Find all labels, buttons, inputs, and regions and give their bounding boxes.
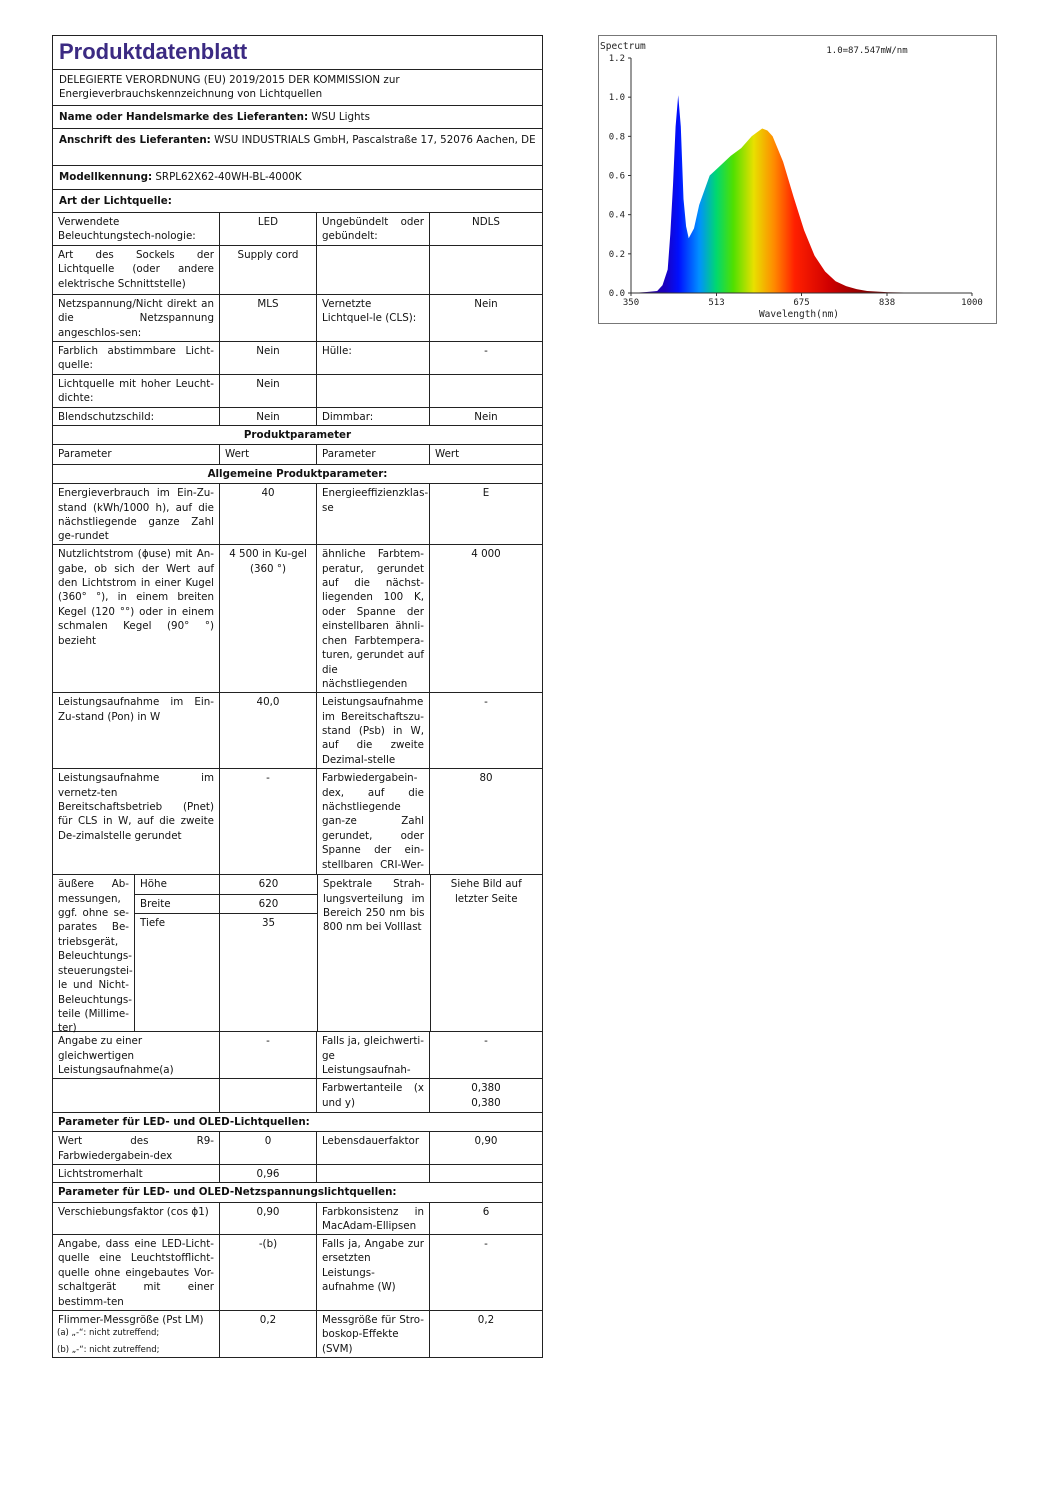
general-param-2: Farbwiedergabein-dex, auf die nächstliegende gan-ze Zahl gerundet, oder Spanne der ein-stellbaren CRI-Wer- [317, 769, 430, 874]
light-type-param-2: Ungebündelt oder gebündelt: [317, 213, 430, 245]
product-params-heading-row [53, 426, 542, 445]
chart-title: Spectrum [600, 41, 646, 52]
equiv-row [53, 1032, 542, 1079]
led-value-2: 0,90 [474, 1135, 498, 1148]
light-type-heading: Art der Lichtquelle: [59, 194, 172, 207]
spectral-label: Spektrale Strah-lungsverteilung im Bereich 250 nm bis 800 nm bei Volllast [318, 875, 431, 1031]
general-param-2: Energieeffizienzklas-se [317, 484, 430, 544]
supplier-value: WSU Lights [311, 110, 370, 123]
address-label: Anschrift des Lieferanten: [59, 134, 211, 147]
mains-value: -(b) [220, 1235, 317, 1310]
general-heading: Allgemeine Produktparameter: [207, 467, 388, 480]
general-param: Energieverbrauch im Ein-Zu-stand (kWh/1000 h), auf die nächstliegende ganze Zahl ge-rundet [53, 484, 220, 544]
regulation-subtitle: DELEGIERTE VERORDNUNG (EU) 2019/2015 DER KOMMISSION zur Energieverbrauchskennzeichnung von Lichtquellen [59, 74, 400, 101]
general-row [53, 693, 542, 769]
column-header-row [53, 445, 542, 464]
general-row [53, 769, 542, 875]
spectrum-chart [598, 35, 997, 324]
mains-value: 0,90 [220, 1203, 317, 1234]
y-tick-label: 1.0 [608, 93, 625, 104]
mains-row [53, 1203, 542, 1235]
light-type-value-2 [430, 246, 542, 294]
light-type-value: Nein [220, 375, 317, 407]
general-value: - [220, 769, 317, 874]
dimension-value: 620 [258, 878, 279, 891]
light-type-value-2: NDLS [472, 216, 500, 229]
led-param-2: Lebensdauerfaktor [317, 1132, 430, 1164]
col-header-param-2: Parameter [317, 445, 430, 463]
led-heading: Parameter für LED- und OLED-Lichtquellen: [58, 1116, 310, 1129]
mains-param-2: Farbkonsistenz in MacAdam-Ellipsen [317, 1203, 430, 1234]
equiv-power-value: - [484, 1035, 488, 1048]
led-heading-row [53, 1113, 542, 1132]
mains-value: 0,2 [220, 1311, 317, 1357]
dimension-name: Breite [135, 895, 220, 913]
led-value-2 [430, 1165, 542, 1182]
light-type-row [53, 342, 542, 375]
light-type-param-2: Vernetzte Lichtquel-le (CLS): [317, 295, 430, 341]
equiv-label-text: Angabe zu einer gleichwertigen Leistungsaufnahme(a) [58, 1035, 174, 1077]
y-tick-label: 0.0 [608, 289, 625, 299]
x-tick-label: 675 [793, 298, 810, 308]
dimension-row [135, 875, 317, 894]
light-type-param: Lichtquelle mit hoher Leucht-dichte: [53, 375, 220, 407]
general-value: 4 500 in Ku-gel (360 °) [220, 545, 317, 692]
general-value-2: E [482, 487, 490, 500]
general-param: Leistungsaufnahme im Ein-Zu-stand (Pon) in W [53, 693, 220, 768]
chroma-values [430, 1079, 542, 1112]
mains-param: Angabe, dass eine LED-Licht-quelle eine Leuchtstofflicht-quelle ohne eingebautes Vor-schaltgerät mit einer bestimm-ten [53, 1235, 220, 1310]
light-type-value: MLS [220, 295, 317, 341]
light-type-value: LED [220, 213, 317, 245]
general-heading-row [53, 465, 542, 484]
mains-param-2: Messgröße für Stro-boskop-Effekte (SVM) [317, 1311, 430, 1357]
address-value: WSU INDUSTRIALS GmbH, Pascalstraße 17, 52076 Aachen, DE [214, 134, 536, 147]
light-type-value: Nein [220, 342, 317, 374]
dimensions-block [53, 875, 318, 1035]
general-value: 40,0 [220, 693, 317, 768]
light-type-param-2: Dimmbar: [317, 408, 430, 425]
general-param: Nutzlichtstrom (ɸuse) mit An-gabe, ob sich der Wert auf den Lichtstrom in einer Kugel (360° °), in einem breiten Kegel (120 °°) oder in einem schmalen Kegel (90° °) bezieht [53, 545, 220, 692]
equiv-label [53, 1032, 220, 1078]
equiv-value: - [220, 1032, 317, 1078]
dimension-value: 620 [258, 897, 279, 910]
mains-value-2: - [484, 1237, 488, 1250]
light-type-param-2: Hülle: [317, 342, 430, 374]
general-param: Leistungsaufnahme im vernetz-ten Bereitschaftsbetrieb (Pnet) für CLS in W, auf die zweite De-zimalstelle gerundet [53, 769, 220, 874]
spectrum-chart-svg [599, 36, 996, 323]
led-value: 0,96 [220, 1165, 317, 1182]
subtitle-row [53, 70, 542, 106]
dimensions-values [135, 875, 317, 1031]
light-type-value-2: Nein [474, 298, 498, 311]
led-param: Lichtstromerhalt [53, 1165, 220, 1182]
general-value-2: - [484, 696, 488, 709]
light-type-row [53, 246, 542, 295]
light-type-row [53, 295, 542, 342]
led-param: Wert des R9-Farbwiedergabein-dex [53, 1132, 220, 1164]
spectral-value: Siehe Bild auf letzter Seite [450, 878, 522, 905]
x-tick-label: 350 [622, 298, 640, 308]
product-params-heading: Produktparameter [243, 429, 352, 442]
address-row [53, 129, 542, 166]
mains-param-2: Falls ja, Angabe zur ersetzten Leistungs-aufnahme (W) [317, 1235, 430, 1310]
y-tick-label: 1.2 [608, 54, 625, 64]
general-param-2: ähnliche Farbtem-peratur, gerundet auf die nächst-liegenden 100 K, oder Spanne der einstellbaren ähnli-chen Farbtempera-turen, gerundet auf die nächstliegenden [317, 545, 430, 692]
light-type-param: Blendschutzschild: [53, 408, 220, 425]
light-type-param: Farblich abstimmbare Licht-quelle: [53, 342, 220, 374]
general-value: 40 [220, 484, 317, 544]
model-label: Modellkennung: [59, 171, 153, 184]
dimensions-row [53, 875, 542, 1035]
dimension-name: Tiefe [135, 914, 220, 1036]
y-tick-label: 0.2 [608, 249, 625, 260]
dimension-row [135, 895, 317, 914]
light-type-value-2: - [484, 345, 488, 358]
led-value: 0 [220, 1132, 317, 1164]
footnotes [57, 1325, 159, 1359]
general-row [53, 484, 542, 545]
general-value-2: 4 000 [471, 548, 501, 561]
title-row [53, 36, 542, 70]
mains-row [53, 1235, 542, 1311]
light-type-param: Netzspannung/Nicht direkt an die Netzspannung angeschlos-sen: [53, 295, 220, 341]
supplier-row [53, 106, 542, 129]
mains-heading-row [53, 1183, 542, 1202]
footnote-a: (a) „-“: nicht zutreffend; [57, 1328, 160, 1338]
general-row [53, 545, 542, 693]
footnote-b: (b) „-“: nicht zutreffend; [57, 1345, 160, 1355]
mains-value-2: 0,2 [477, 1313, 495, 1326]
chroma-label: Farbwertanteile (x und y) [317, 1079, 430, 1112]
product-datasheet [52, 35, 543, 1358]
general-param-2: Leistungsaufnahme im Bereitschaftszu-stand (Psb) in W, auf die zweite Dezimal-stelle [317, 693, 430, 768]
equiv-power-label: Falls ja, gleichwerti-ge Leistungsaufnah- [317, 1032, 430, 1078]
light-type-row [53, 375, 542, 408]
x-tick-label: 513 [708, 298, 725, 308]
chroma-y: 0,380 [471, 1096, 501, 1109]
light-type-heading-row [53, 190, 542, 213]
page-title: Produktdatenblatt [59, 39, 248, 64]
light-type-value-2: Nein [474, 411, 498, 424]
light-type-row [53, 213, 542, 246]
light-type-row [53, 408, 542, 426]
led-section [53, 1132, 542, 1183]
col-header-value-2: Wert [435, 448, 460, 461]
supplier-label: Name oder Handelsmarke des Lieferanten: [59, 110, 309, 123]
x-axis-label: Wavelength(nm) [758, 309, 840, 320]
light-type-section [53, 213, 542, 426]
mains-param: Verschiebungsfaktor (cos ɸ1) [53, 1203, 220, 1234]
light-type-param-2 [317, 375, 430, 407]
mains-heading: Parameter für LED- und OLED-Netzspannungslichtquellen: [58, 1186, 397, 1199]
col-header-param: Parameter [53, 445, 220, 463]
led-row [53, 1132, 542, 1165]
dimension-value: 35 [261, 917, 276, 930]
led-row [53, 1165, 542, 1183]
spectrum-area [631, 95, 972, 293]
chroma-row [53, 1079, 542, 1113]
dimensions-label: äußere Ab-messungen, ggf. ohne se-parates Be-triebsgerät, Beleuchtungs-steuerungstei-le und Nicht-Beleuchtungs-teile (Millime-ter) [53, 875, 135, 1031]
y-tick-label: 0.8 [608, 132, 625, 143]
general-section [53, 484, 542, 875]
chart-annotation: 1.0=87.547mW/nm [826, 46, 908, 56]
chroma-x: 0,380 [471, 1082, 501, 1095]
col-header-value: Wert [220, 445, 317, 463]
mains-param: Flimmer-Messgröße (Pst LM) [53, 1311, 220, 1357]
light-type-value: Supply cord [220, 246, 317, 294]
light-type-param: Art des Sockels der Lichtquelle (oder andere elektrische Schnittstelle) [53, 246, 220, 294]
light-type-value: Nein [220, 408, 317, 425]
model-value: SRPL62X62-40WH-BL-4000K [155, 171, 302, 184]
mains-value-2: 6 [482, 1205, 490, 1218]
light-type-value-2 [430, 375, 542, 407]
x-tick-label: 1000 [961, 298, 983, 308]
x-tick-label: 838 [878, 298, 896, 308]
led-param-2 [317, 1165, 430, 1182]
y-tick-label: 0.6 [608, 171, 625, 182]
general-value-2: 80 [479, 772, 493, 785]
y-tick-label: 0.4 [608, 210, 625, 221]
dimension-name: Höhe [135, 875, 220, 893]
dimension-row [135, 914, 317, 1036]
model-row [53, 166, 542, 189]
light-type-param: Verwendete Beleuchtungstech-nologie: [53, 213, 220, 245]
light-type-param-2 [317, 246, 430, 294]
